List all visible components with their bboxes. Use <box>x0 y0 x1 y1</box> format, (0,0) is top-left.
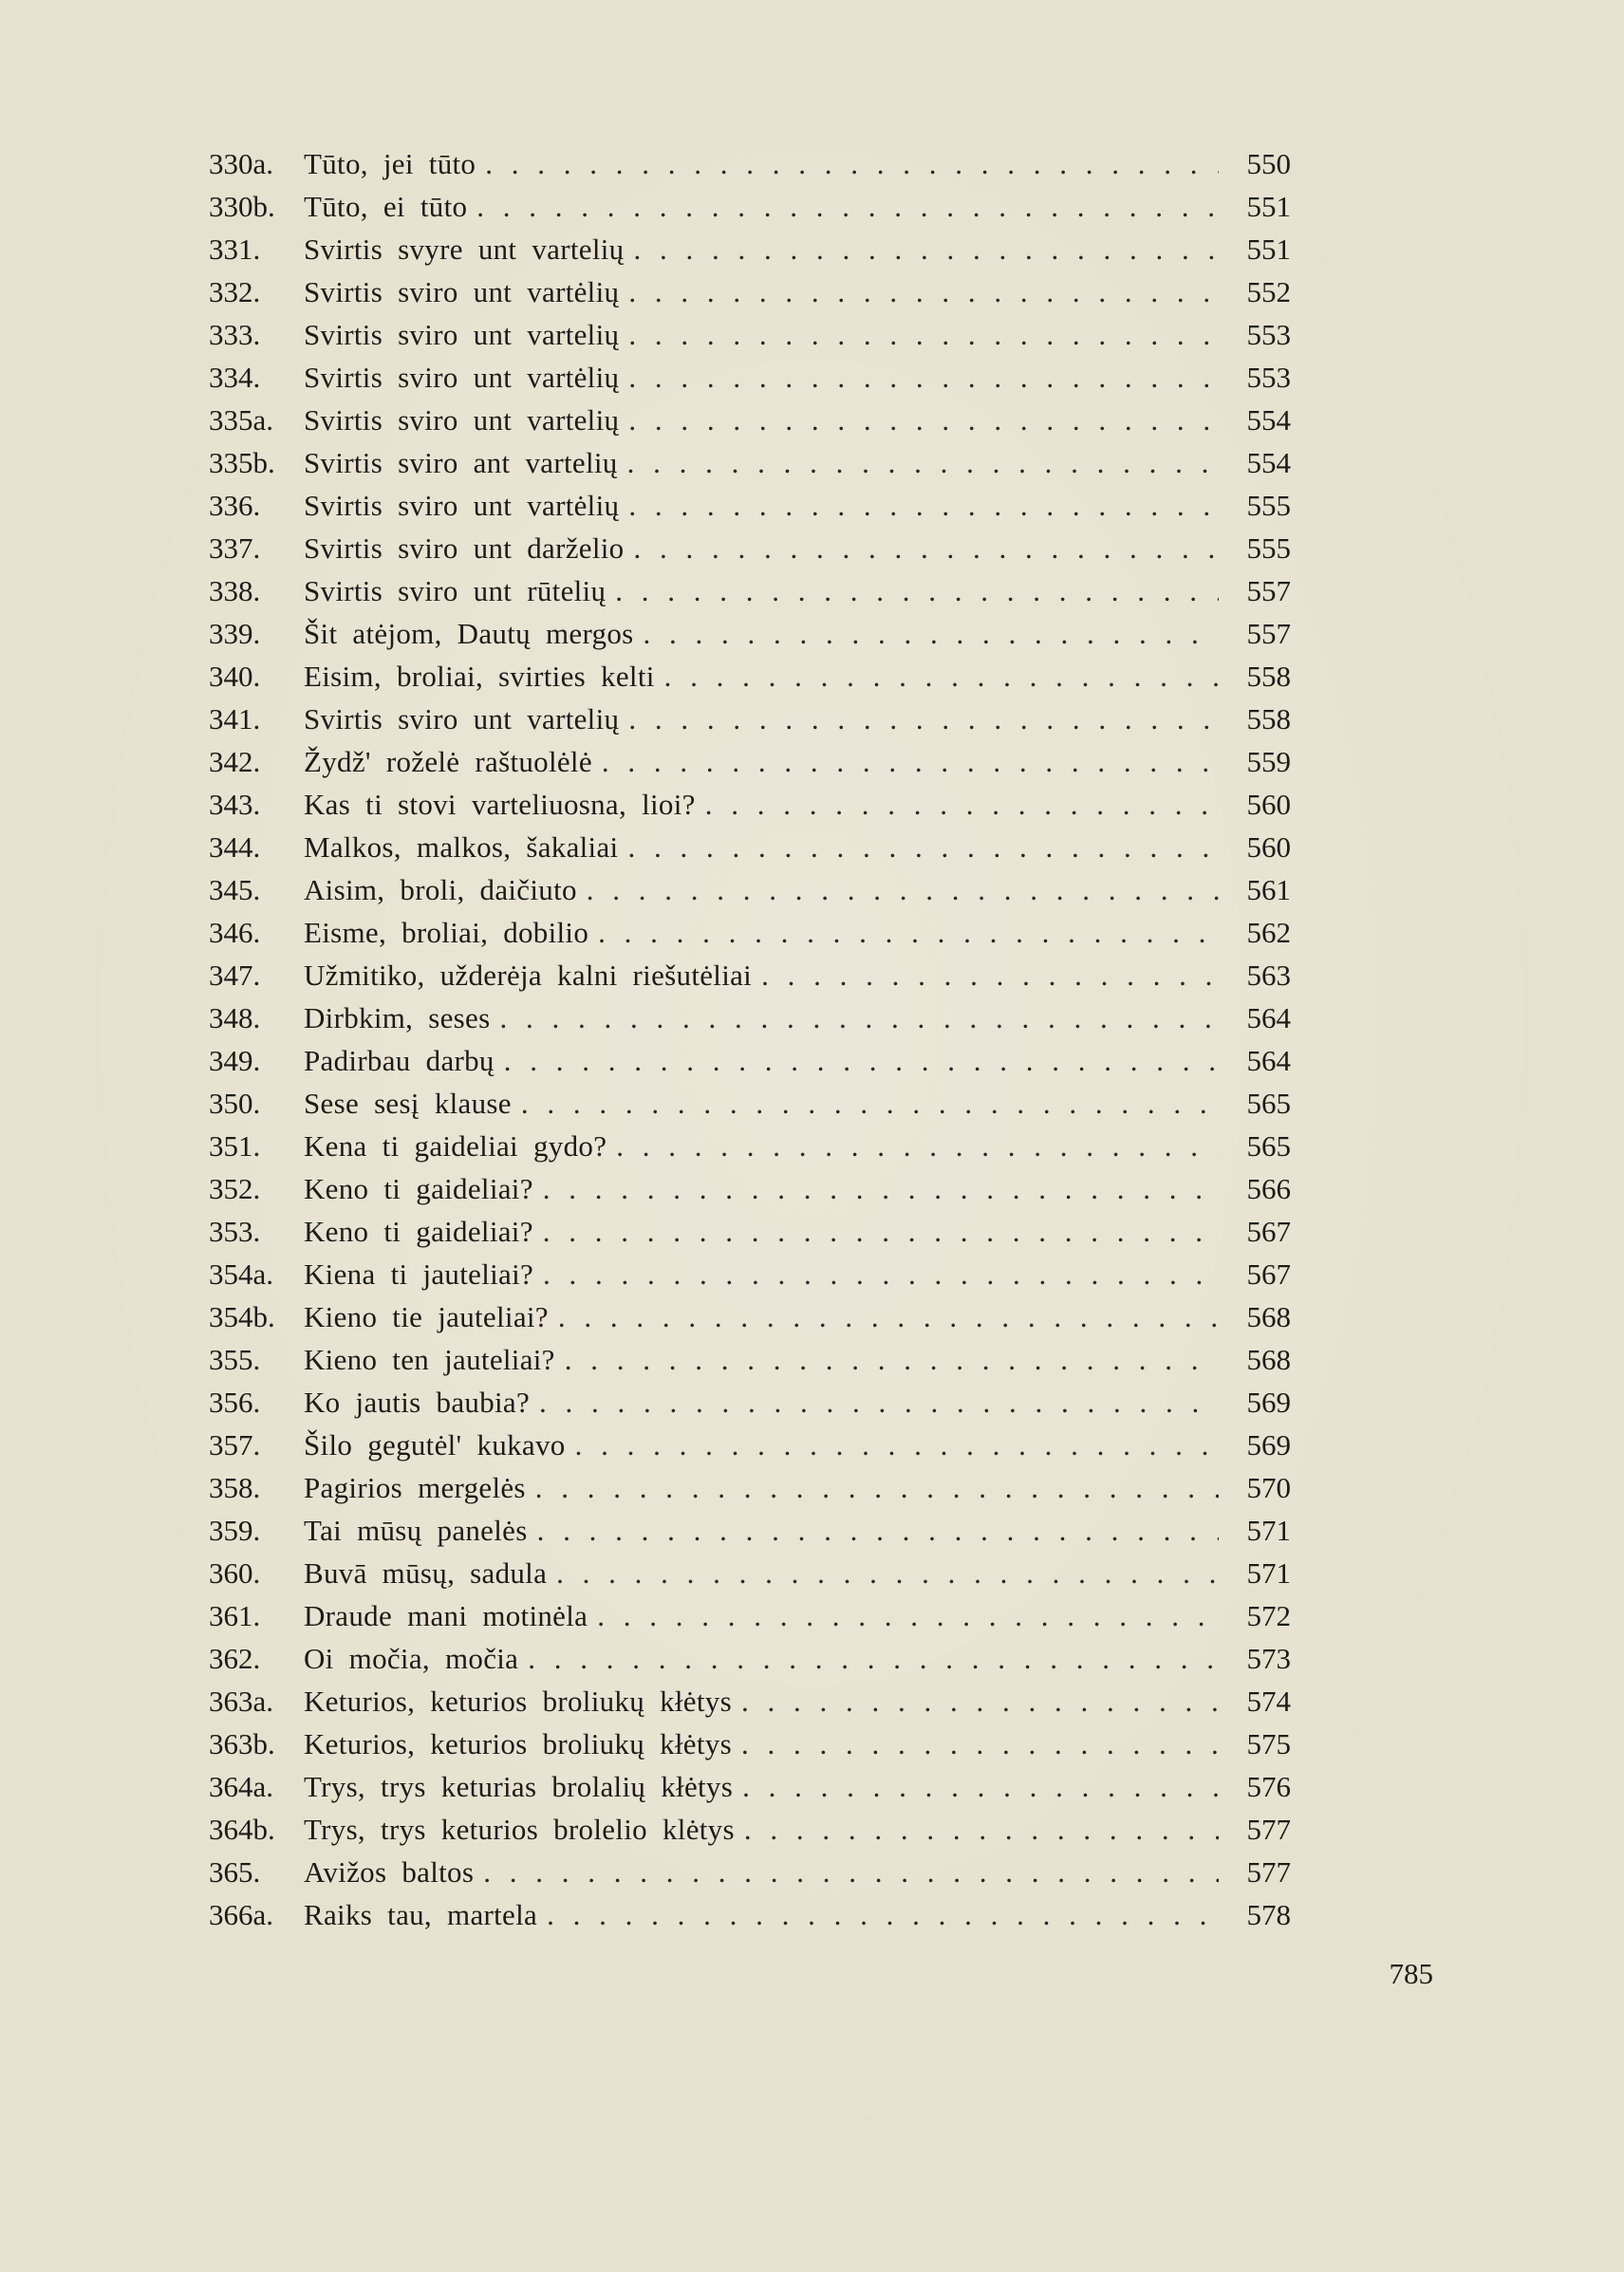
entry-number: 364b. <box>209 1813 275 1846</box>
toc-entry <box>209 1893 1291 1936</box>
entry-number: 335a. <box>209 403 274 437</box>
entry-title: Kiena ti jauteliai? <box>304 1257 534 1291</box>
entry-number: 350. <box>209 1087 261 1120</box>
dot-leader <box>575 1424 1219 1466</box>
entry-page-number: 577 <box>1246 1813 1291 1846</box>
entry-number: 366a. <box>209 1898 274 1931</box>
entry-page-number: 560 <box>1246 830 1291 864</box>
toc-entry <box>209 911 1291 954</box>
dot-leader <box>521 1082 1219 1125</box>
dot-leader <box>628 698 1219 740</box>
toc-entry <box>209 868 1291 911</box>
entry-number: 334. <box>209 361 261 394</box>
entry-title: Malkos, malkos, šakaliai <box>304 830 619 864</box>
entry-number: 335b. <box>209 446 275 479</box>
entry-page-number: 550 <box>1246 147 1291 180</box>
entry-title: Avižos baltos <box>304 1855 475 1889</box>
entry-number: 363a. <box>209 1685 274 1718</box>
entry-page-number: 569 <box>1246 1386 1291 1419</box>
toc-entry <box>209 527 1291 569</box>
dot-leader <box>597 1594 1219 1637</box>
dot-leader <box>664 655 1219 698</box>
entry-number: 351. <box>209 1129 261 1163</box>
entry-number: 347. <box>209 959 261 992</box>
toc-entry <box>209 1338 1291 1381</box>
entry-number: 349. <box>209 1044 261 1077</box>
entry-number: 361. <box>209 1599 261 1632</box>
dot-leader <box>528 1637 1219 1680</box>
entry-number: 354b. <box>209 1300 275 1333</box>
dot-leader <box>537 1509 1219 1552</box>
entry-number: 363b. <box>209 1727 275 1760</box>
entry-title: Eisme, broliai, dobilio <box>304 916 589 949</box>
entry-page-number: 574 <box>1246 1685 1291 1718</box>
toc-entry <box>209 142 1291 185</box>
dot-leader <box>761 954 1219 996</box>
entry-page-number: 555 <box>1246 489 1291 522</box>
entry-title: Svirtis sviro unt rūtelių <box>304 574 607 607</box>
entry-number: 338. <box>209 574 261 607</box>
toc-entry <box>209 1723 1291 1765</box>
toc-entry <box>209 1295 1291 1338</box>
entry-number: 345. <box>209 873 261 906</box>
toc-entry <box>209 1210 1291 1253</box>
dot-leader <box>633 228 1219 270</box>
entry-title: Pagirios mergelės <box>304 1471 526 1504</box>
entry-page-number: 559 <box>1246 745 1291 778</box>
dot-leader <box>556 1552 1219 1594</box>
entry-number: 358. <box>209 1471 261 1504</box>
entry-number: 348. <box>209 1001 261 1034</box>
entry-title: Užmitiko, užderėja kalni riešutėliai <box>304 959 753 992</box>
entry-number: 362. <box>209 1642 261 1675</box>
entry-page-number: 551 <box>1246 233 1291 266</box>
entry-number: 365. <box>209 1855 261 1889</box>
entry-page-number: 553 <box>1246 361 1291 394</box>
entry-number: 346. <box>209 916 261 949</box>
entry-page-number: 563 <box>1246 959 1291 992</box>
entry-title: Kieno tie jauteliai? <box>304 1300 549 1333</box>
entry-number: 340. <box>209 660 261 693</box>
dot-leader <box>705 783 1219 826</box>
entry-number: 341. <box>209 702 261 736</box>
entry-page-number: 555 <box>1246 531 1291 565</box>
entry-page-number: 565 <box>1246 1087 1291 1120</box>
entry-title: Žydž' roželė raštuolėlė <box>304 745 592 778</box>
entry-page-number: 571 <box>1246 1556 1291 1590</box>
toc-entry <box>209 1082 1291 1125</box>
entry-number: 339. <box>209 617 261 650</box>
table-of-contents <box>209 142 1291 1936</box>
toc-entry <box>209 1851 1291 1893</box>
entry-page-number: 571 <box>1246 1514 1291 1547</box>
entry-title: Keno ti gaideliai? <box>304 1215 533 1248</box>
entry-page-number: 564 <box>1246 1044 1291 1077</box>
entry-page-number: 577 <box>1246 1855 1291 1889</box>
toc-entry <box>209 569 1291 612</box>
toc-entry <box>209 185 1291 228</box>
entry-number: 360. <box>209 1556 261 1590</box>
entry-number: 337. <box>209 531 261 565</box>
entry-page-number: 560 <box>1246 788 1291 821</box>
entry-number: 355. <box>209 1343 261 1376</box>
dot-leader <box>741 1723 1219 1765</box>
entry-number: 333. <box>209 318 261 351</box>
dot-leader <box>633 527 1219 569</box>
toc-entry <box>209 1039 1291 1082</box>
dot-leader <box>558 1295 1219 1338</box>
toc-entry <box>209 1765 1291 1808</box>
toc-entry <box>209 954 1291 996</box>
dot-leader <box>504 1039 1219 1082</box>
dot-leader <box>741 1680 1219 1723</box>
entry-page-number: 561 <box>1246 873 1291 906</box>
entry-title: Šilo gegutėl' kukavo <box>304 1428 566 1462</box>
entry-page-number: 557 <box>1246 574 1291 607</box>
entry-page-number: 554 <box>1246 403 1291 437</box>
entry-page-number: 558 <box>1246 660 1291 693</box>
toc-entry <box>209 1594 1291 1637</box>
toc-entry <box>209 313 1291 356</box>
entry-number: 342. <box>209 745 261 778</box>
entry-title: Padirbau darbų <box>304 1044 495 1077</box>
entry-page-number: 553 <box>1246 318 1291 351</box>
toc-entry <box>209 996 1291 1039</box>
entry-title: Keno ti gaideliai? <box>304 1172 533 1205</box>
dot-leader <box>602 740 1219 783</box>
dot-leader <box>476 185 1219 228</box>
dot-leader <box>485 142 1219 185</box>
entry-page-number: 566 <box>1246 1172 1291 1205</box>
entry-page-number: 572 <box>1246 1599 1291 1632</box>
toc-entry <box>209 484 1291 527</box>
entry-number: 330a. <box>209 147 274 180</box>
entry-title: Kieno ten jauteliai? <box>304 1343 555 1376</box>
toc-entry <box>209 655 1291 698</box>
entry-title: Svirtis sviro unt vartėlių <box>304 361 620 394</box>
entry-number: 330b. <box>209 190 275 223</box>
entry-title: Tūto, jei tūto <box>304 147 476 180</box>
entry-title: Kena ti gaideliai gydo? <box>304 1129 607 1163</box>
dot-leader <box>535 1466 1219 1509</box>
dot-leader <box>628 270 1219 313</box>
toc-entry <box>209 1552 1291 1594</box>
entry-title: Buvā mūsų, sadula <box>304 1556 548 1590</box>
entry-page-number: 551 <box>1246 190 1291 223</box>
toc-entry <box>209 1381 1291 1424</box>
dot-leader <box>499 996 1219 1039</box>
entry-title: Keturios, keturios broliukų kłėtys <box>304 1727 732 1760</box>
entry-title: Tai mūsų panelės <box>304 1514 528 1547</box>
entry-title: Tūto, ei tūto <box>304 190 468 223</box>
entry-page-number: 570 <box>1246 1471 1291 1504</box>
entry-title: Svirtis svyre unt vartelių <box>304 233 625 266</box>
entry-number: 359. <box>209 1514 261 1547</box>
entry-page-number: 569 <box>1246 1428 1291 1462</box>
dot-leader <box>565 1338 1219 1381</box>
toc-entry <box>209 612 1291 655</box>
entry-title: Dirbkim, seses <box>304 1001 491 1034</box>
toc-entry <box>209 1253 1291 1295</box>
entry-page-number: 565 <box>1246 1129 1291 1163</box>
entry-page-number: 568 <box>1246 1343 1291 1376</box>
entry-title: Keturios, keturios broliukų kłėtys <box>304 1685 732 1718</box>
dot-leader <box>543 1167 1219 1210</box>
toc-entry <box>209 270 1291 313</box>
toc-entry <box>209 228 1291 270</box>
dot-leader <box>744 1808 1219 1851</box>
entry-number: 331. <box>209 233 261 266</box>
toc-entry <box>209 1125 1291 1167</box>
toc-entry <box>209 826 1291 868</box>
toc-entry <box>209 441 1291 484</box>
entry-page-number: 567 <box>1246 1215 1291 1248</box>
toc-entry <box>209 1424 1291 1466</box>
dot-leader <box>543 1253 1219 1295</box>
entry-number: 356. <box>209 1386 261 1419</box>
entry-title: Raiks tau, martela <box>304 1898 538 1931</box>
entry-title: Trys, trys keturios brolelio klėtys <box>304 1813 735 1846</box>
entry-title: Oi močia, močia <box>304 1642 519 1675</box>
entry-title: Sese sesį klause <box>304 1087 512 1120</box>
entry-number: 352. <box>209 1172 261 1205</box>
dot-leader <box>643 612 1219 655</box>
toc-entry <box>209 783 1291 826</box>
entry-page-number: 562 <box>1246 916 1291 949</box>
dot-leader <box>628 399 1219 441</box>
dot-leader <box>742 1765 1219 1808</box>
entry-number: 364a. <box>209 1770 274 1803</box>
entry-title: Svirtis sviro ant vartelių <box>304 446 618 479</box>
entry-page-number: 554 <box>1246 446 1291 479</box>
dot-leader <box>628 356 1219 399</box>
toc-entry <box>209 1509 1291 1552</box>
entry-title: Draude mani motinėla <box>304 1599 588 1632</box>
toc-entry <box>209 356 1291 399</box>
dot-leader <box>598 911 1219 954</box>
dot-leader <box>627 826 1219 868</box>
entry-page-number: 568 <box>1246 1300 1291 1333</box>
entry-number: 332. <box>209 275 261 308</box>
toc-entry <box>209 740 1291 783</box>
entry-title: Trys, trys keturias brolalių kłėtys <box>304 1770 734 1803</box>
dot-leader <box>628 313 1219 356</box>
toc-entry <box>209 1466 1291 1509</box>
entry-title: Šit atėjom, Dautų mergos <box>304 617 634 650</box>
dot-leader <box>616 1125 1219 1167</box>
entry-page-number: 564 <box>1246 1001 1291 1034</box>
entry-page-number: 558 <box>1246 702 1291 736</box>
entry-page-number: 557 <box>1246 617 1291 650</box>
entry-number: 354a. <box>209 1257 274 1291</box>
dot-leader <box>587 868 1219 911</box>
dot-leader <box>543 1210 1219 1253</box>
toc-entry <box>209 1680 1291 1723</box>
entry-title: Aisim, broli, daičiuto <box>304 873 577 906</box>
dot-leader <box>628 484 1219 527</box>
toc-entry <box>209 1808 1291 1851</box>
entry-title: Kas ti stovi varteliuosna, lioi? <box>304 788 696 821</box>
entry-title: Svirtis sviro unt darželio <box>304 531 625 565</box>
entry-number: 343. <box>209 788 261 821</box>
dot-leader <box>627 441 1219 484</box>
entry-number: 357. <box>209 1428 261 1462</box>
entry-page-number: 573 <box>1246 1642 1291 1675</box>
entry-page-number: 552 <box>1246 275 1291 308</box>
entry-title: Ko jautis baubia? <box>304 1386 531 1419</box>
toc-entry <box>209 1167 1291 1210</box>
entry-number: 344. <box>209 830 261 864</box>
page-number: 785 <box>1389 1957 1433 1990</box>
dot-leader <box>547 1893 1219 1936</box>
entry-page-number: 578 <box>1246 1898 1291 1931</box>
entry-page-number: 567 <box>1246 1257 1291 1291</box>
entry-page-number: 576 <box>1246 1770 1291 1803</box>
entry-title: Svirtis sviro unt vartelių <box>304 403 620 437</box>
dot-leader <box>483 1851 1219 1893</box>
entry-title: Svirtis sviro unt vartėlių <box>304 275 620 308</box>
toc-entry <box>209 698 1291 740</box>
entry-title: Svirtis sviro unt vartėlių <box>304 489 620 522</box>
toc-entry <box>209 399 1291 441</box>
entry-title: Svirtis sviro unt vartelių <box>304 702 620 736</box>
entry-title: Eisim, broliai, svirties kelti <box>304 660 655 693</box>
entry-number: 353. <box>209 1215 261 1248</box>
entry-title: Svirtis sviro unt vartelių <box>304 318 620 351</box>
dot-leader <box>615 569 1219 612</box>
entry-number: 336. <box>209 489 261 522</box>
entry-page-number: 575 <box>1246 1727 1291 1760</box>
toc-entry <box>209 1637 1291 1680</box>
dot-leader <box>539 1381 1219 1424</box>
